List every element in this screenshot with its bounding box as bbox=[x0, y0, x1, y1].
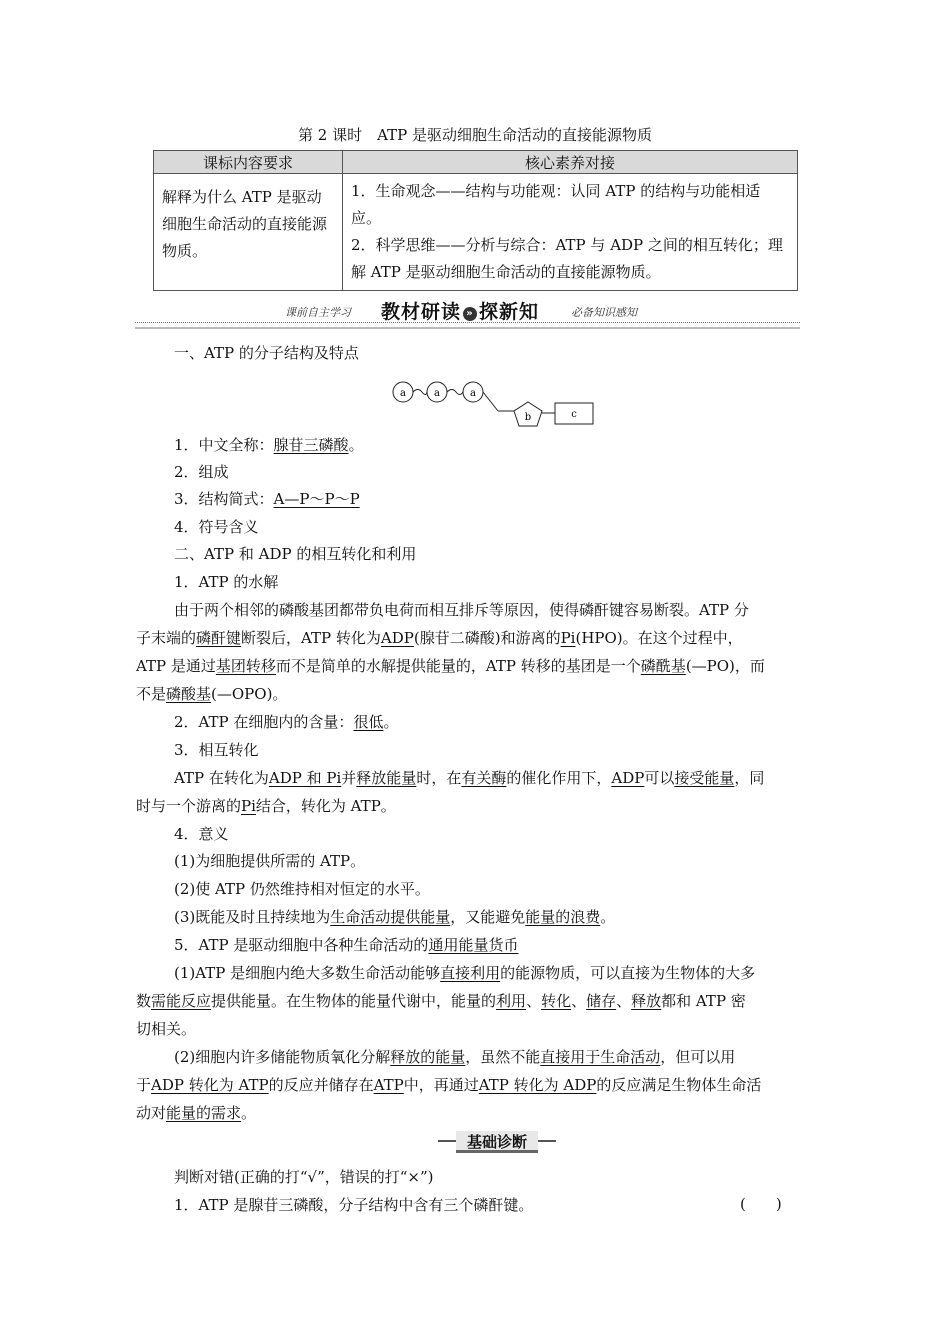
banner-title: 教材研读 » 探新知 bbox=[381, 301, 540, 323]
banner-right-label: 必备知识感知 bbox=[571, 306, 637, 319]
banner-divider-bold bbox=[135, 327, 800, 329]
answer-blank[interactable]: ( ) bbox=[740, 1195, 782, 1213]
arrow-icon: » bbox=[463, 307, 477, 321]
subheading-conversion: 3．相互转化 bbox=[174, 741, 259, 759]
paragraph-line: (1)ATP 是细胞内绝大多数生命活动能够直接利用的能源物质，可以直接为生物体的大多 bbox=[174, 964, 756, 982]
section-2-heading: 二、ATP 和 ADP 的相互转化和利用 bbox=[174, 545, 417, 563]
atp-structure-diagram bbox=[390, 377, 600, 432]
standards-table bbox=[153, 150, 798, 291]
item-full-name: 1．中文全称：腺苷三磷酸。 bbox=[174, 436, 364, 454]
list-item: (3)既能及时且持续地为生命活动提供能量，又能避免能量的浪费。 bbox=[174, 908, 616, 926]
item-composition: 2．组成 bbox=[174, 463, 229, 481]
banner-divider bbox=[135, 322, 800, 323]
item-symbol-meaning: 4．符号含义 bbox=[174, 518, 259, 536]
paragraph-line: 由于两个相邻的磷酸基团都带负电荷而相互排斥等原因，使得磷酐键容易断裂。ATP 分 bbox=[174, 601, 749, 619]
paragraph-line: 时与一个游离的Pi结合，转化为 ATP。 bbox=[136, 797, 396, 815]
paragraph-line: 动对能量的需求。 bbox=[136, 1104, 257, 1122]
table-left-cell: 解释为什么 ATP 是驱动细胞生命活动的直接能源物质。 bbox=[154, 174, 343, 291]
item-structure-formula: 3．结构简式：A—P～P～P bbox=[174, 490, 360, 508]
diagram-label-a1: a bbox=[400, 388, 406, 399]
subheading-content: 2．ATP 在细胞内的含量：很低。 bbox=[174, 713, 399, 731]
diagram-label-a3: a bbox=[470, 388, 476, 399]
list-item: (1)为细胞提供所需的 ATP。 bbox=[174, 852, 366, 870]
paragraph-line: 数需能反应提供能量。在生物体的能量代谢中，能量的利用、转化、储存、释放都和 ATP 密 bbox=[136, 992, 746, 1010]
diagram-label-c: c bbox=[571, 409, 577, 420]
page-title: 第 2 课时 ATP 是驱动细胞生命活动的直接能源物质 bbox=[298, 126, 652, 144]
banner-left-label: 课前自主学习 bbox=[285, 306, 351, 319]
subheading-significance: 4．意义 bbox=[174, 825, 229, 843]
paragraph-line: 不是磷酸基(—OPO)。 bbox=[136, 685, 288, 703]
table-head-left: 课标内容要求 bbox=[154, 151, 343, 174]
list-item: (2)使 ATP 仍然维持相对恒定的水平。 bbox=[174, 880, 430, 898]
paragraph-line: ATP 是通过基团转移而不是简单的水解提供能量的，ATP 转移的基团是一个磷酰基(—PO)，而 bbox=[136, 657, 765, 675]
diagram-label-b: b bbox=[524, 412, 532, 423]
subheading-hydrolysis: 1．ATP 的水解 bbox=[174, 573, 279, 591]
section-1-heading: 一、ATP 的分子结构及特点 bbox=[174, 344, 359, 362]
paragraph-line: ATP 在转化为ADP 和 Pi并释放能量时，在有关酶的催化作用下，ADP可以接受能量，同 bbox=[174, 769, 765, 787]
core-literacy-1: 1．生命观念——结构与功能观：认同 ATP 的结构与功能相适应。 bbox=[351, 182, 761, 227]
paragraph-line: 子末端的磷酐键断裂后，ATP 转化为ADP(腺苷二磷酸)和游离的Pi(HPO)。在这个过程中， bbox=[136, 629, 743, 647]
paragraph-line: 于ADP 转化为 ATP的反应并储存在ATP中，再通过ATP 转化为 ADP的反应满足生物体生命活 bbox=[136, 1076, 762, 1094]
basic-diagnosis-heading: 基础诊断 bbox=[438, 1131, 556, 1153]
paragraph-line: (2)细胞内许多储能物质氧化分解释放的能量，虽然不能直接用于生命活动，但可以用 bbox=[174, 1048, 736, 1066]
diagnosis-instruction: 判断对错(正确的打“√”，错误的打“×”) bbox=[174, 1168, 434, 1186]
core-literacy-2: 2．科学思维——分析与综合：ATP 与 ADP 之间的相互转化；理解 ATP 是驱动细胞生命活动的直接能源物质。 bbox=[351, 236, 783, 281]
diagnosis-question-1: 1．ATP 是腺苷三磷酸，分子结构中含有三个磷酐键。 bbox=[174, 1196, 534, 1214]
subheading-currency: 5．ATP 是驱动细胞中各种生命活动的通用能量货币 bbox=[174, 936, 519, 954]
diagram-label-a2: a bbox=[434, 388, 440, 399]
paragraph-line: 切相关。 bbox=[136, 1020, 197, 1038]
section-banner bbox=[135, 298, 800, 328]
table-head-right: 核心素养对接 bbox=[343, 151, 798, 174]
table-right-cell bbox=[343, 174, 798, 291]
